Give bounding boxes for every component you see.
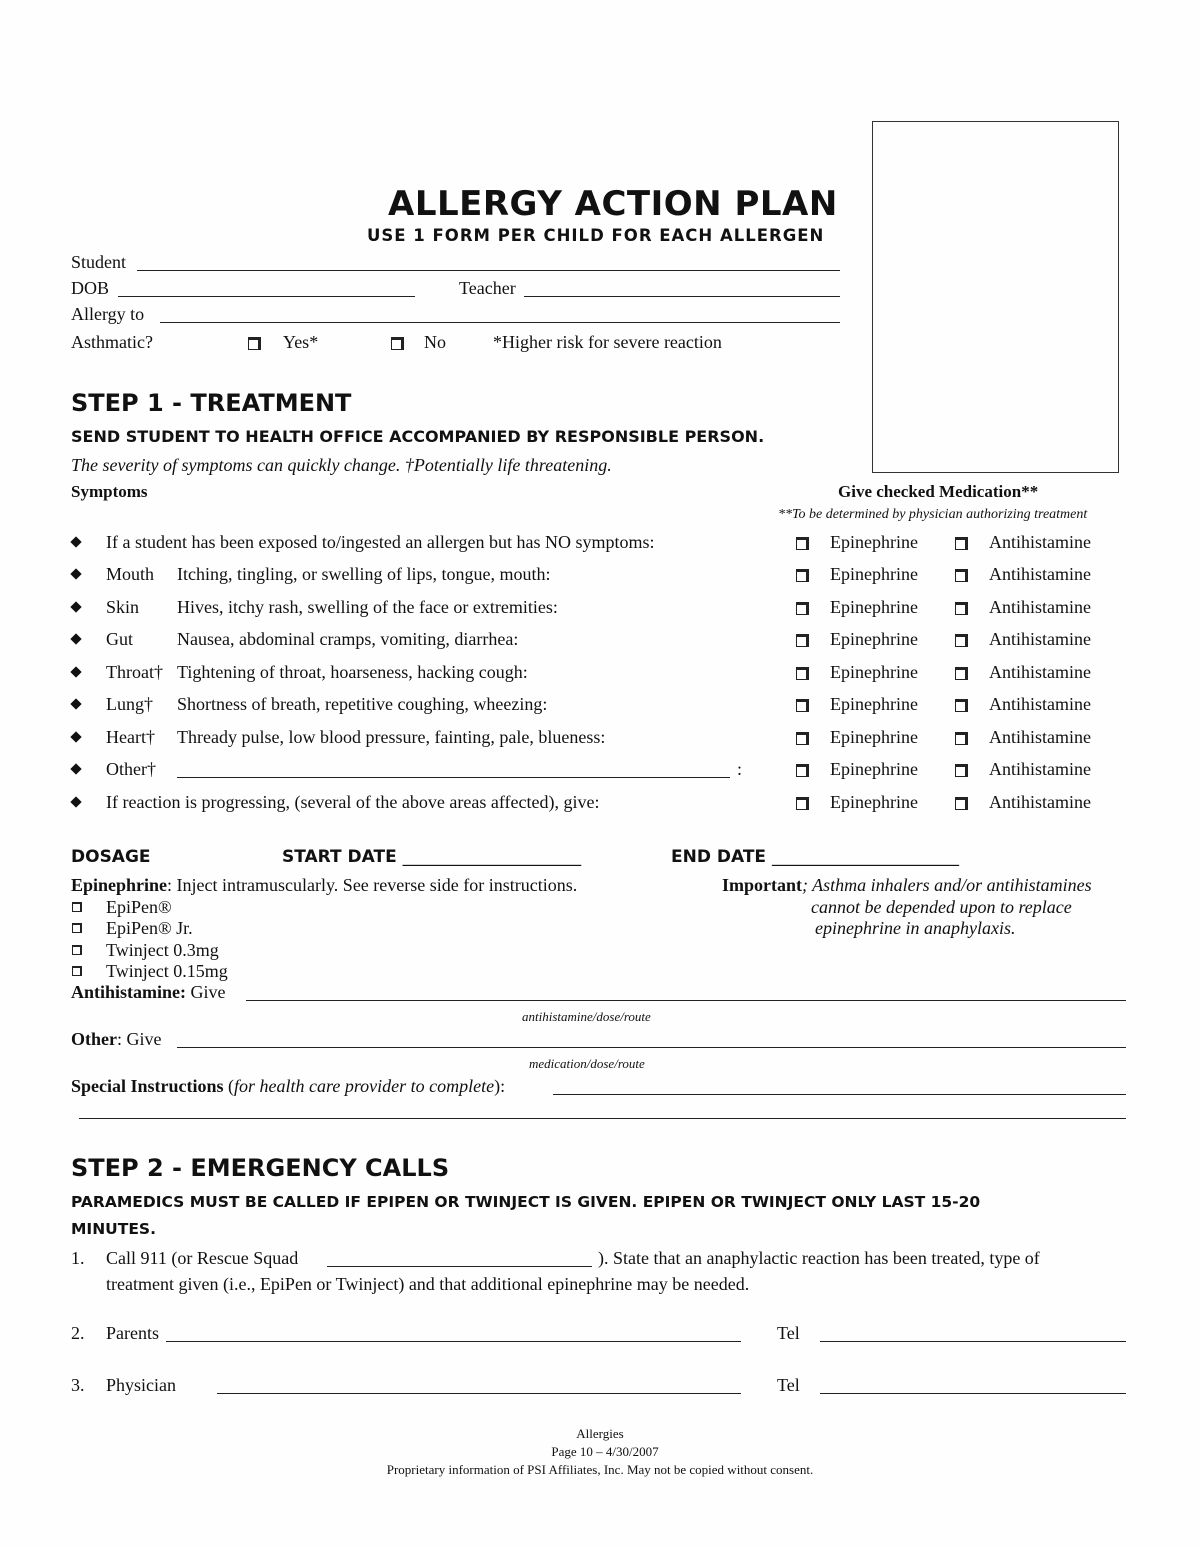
epinephrine-checkbox[interactable] <box>796 764 809 777</box>
epinephrine-option-label: Epinephrine <box>830 759 918 779</box>
dosage-title: DOSAGE <box>71 847 151 867</box>
teacher-label: Teacher <box>459 278 516 298</box>
antihistamine-caption: antihistamine/dose/route <box>522 1009 651 1024</box>
important-label: Important <box>722 875 802 895</box>
antihistamine-option-label: Antihistamine <box>989 629 1091 649</box>
epinephrine-checkbox[interactable] <box>796 569 809 582</box>
item3-number: 3. <box>71 1375 85 1395</box>
epinephrine-option-label: Epinephrine <box>830 662 918 682</box>
antihistamine-give-text: Give <box>186 982 226 1002</box>
antihistamine-give <box>71 982 226 1003</box>
allergy-field[interactable] <box>160 322 840 323</box>
epinephrine-checkbox[interactable] <box>796 537 809 550</box>
step1-subtitle: SEND STUDENT TO HEALTH OFFICE ACCOMPANIED BY RESPONSIBLE PERSON. <box>71 427 765 446</box>
special-italic: for health care provider to complete <box>234 1076 495 1096</box>
antihistamine-option-label: Antihistamine <box>989 792 1091 812</box>
asthmatic-no-label: No <box>424 332 446 352</box>
parents-label: Parents <box>106 1323 159 1343</box>
other-give <box>71 1029 161 1050</box>
special-instructions-field-2[interactable] <box>79 1118 1126 1119</box>
epinephrine-option-label: Epinephrine <box>830 727 918 747</box>
antihistamine-checkbox[interactable] <box>955 797 968 810</box>
parents-tel-label: Tel <box>777 1323 800 1343</box>
epinephrine-option-label: Epinephrine <box>830 564 918 584</box>
medication-note: **To be determined by physician authorizing treatment <box>778 507 1088 522</box>
antihistamine-checkbox[interactable] <box>955 537 968 550</box>
physician-tel-field[interactable] <box>820 1393 1126 1394</box>
allergy-label: Allergy to <box>71 304 145 324</box>
epinephrine-checkbox[interactable] <box>796 699 809 712</box>
symptom-description: Shortness of breath, repetitive coughing, wheezing: <box>177 694 548 714</box>
epinephrine-instructions <box>71 875 577 896</box>
asthmatic-yes-label: Yes* <box>283 332 319 352</box>
parents-field[interactable] <box>166 1341 741 1342</box>
bullet-icon <box>70 796 81 807</box>
end-date-text: END DATE <box>671 847 767 867</box>
bullet-icon <box>70 731 81 742</box>
special-paren-close: ): <box>494 1076 506 1096</box>
epinephrine-option-label: Epinephrine <box>830 629 918 649</box>
footer-line-1: Allergies <box>576 1426 624 1441</box>
epinephrine-option-checkbox[interactable] <box>72 902 82 912</box>
footer-line-2: Page 10 – 4/30/2007 <box>551 1444 659 1459</box>
epinephrine-option-label: EpiPen® Jr. <box>106 918 193 938</box>
symptom-description: : <box>737 759 743 779</box>
epinephrine-option-checkbox[interactable] <box>72 923 82 933</box>
epinephrine-option-checkbox[interactable] <box>72 945 82 955</box>
physician-tel-label: Tel <box>777 1375 800 1395</box>
epinephrine-option-label: Epinephrine <box>830 597 918 617</box>
symptom-area: Gut <box>106 629 133 649</box>
antihistamine-option-label: Antihistamine <box>989 662 1091 682</box>
antihistamine-checkbox[interactable] <box>955 764 968 777</box>
start-date-field[interactable]: _____________________ <box>402 847 582 867</box>
physician-label: Physician <box>106 1375 176 1395</box>
special-instructions-field[interactable] <box>553 1094 1126 1095</box>
epinephrine-checkbox[interactable] <box>796 667 809 680</box>
epinephrine-option-checkbox[interactable] <box>72 966 82 976</box>
dob-label: DOB <box>71 278 110 298</box>
special-paren-open: ( <box>223 1076 235 1096</box>
antihistamine-option-label: Antihistamine <box>989 727 1091 747</box>
teacher-field[interactable] <box>524 296 840 297</box>
item2-number: 2. <box>71 1323 85 1343</box>
antihistamine-option-label: Antihistamine <box>989 759 1091 779</box>
page-subtitle: USE 1 FORM PER CHILD FOR EACH ALLERGEN <box>367 226 825 245</box>
bullet-icon <box>70 568 81 579</box>
parents-tel-field[interactable] <box>820 1341 1126 1342</box>
important-note <box>722 875 1092 896</box>
asthmatic-yes-checkbox[interactable] <box>248 337 261 350</box>
item1-text-b: ). State that an anaphylactic reaction has been treated, type of <box>598 1248 1040 1268</box>
end-date-field[interactable]: ______________________ <box>771 847 959 867</box>
page-title: ALLERGY ACTION PLAN <box>388 184 838 224</box>
student-label: Student <box>71 252 127 272</box>
asthmatic-label: Asthmatic? <box>71 332 153 352</box>
footer-line-3: Proprietary information of PSI Affiliates, Inc. May not be copied without consent. <box>386 1462 814 1477</box>
other-give-text: : Give <box>116 1029 162 1049</box>
antihistamine-checkbox[interactable] <box>955 602 968 615</box>
risk-note: *Higher risk for severe reaction <box>493 332 722 352</box>
step2-subtitle-2: MINUTES. <box>71 1220 156 1238</box>
antihistamine-checkbox[interactable] <box>955 667 968 680</box>
symptom-area: Mouth <box>106 564 155 584</box>
start-date-text: START DATE <box>282 847 397 867</box>
student-field[interactable] <box>137 270 840 271</box>
step1-note: The severity of symptoms can quickly change. †Potentially life threatening. <box>71 455 612 475</box>
important-text-3: epinephrine in anaphylaxis. <box>815 918 1016 938</box>
end-date-label <box>671 847 959 867</box>
bullet-icon <box>70 698 81 709</box>
antihistamine-checkbox[interactable] <box>955 634 968 647</box>
bullet-icon <box>70 601 81 612</box>
symptom-area: Lung† <box>106 694 153 714</box>
antihistamine-option-label: Antihistamine <box>989 597 1091 617</box>
epinephrine-option-label: EpiPen® <box>106 897 172 917</box>
photo-box <box>872 121 1119 473</box>
symptom-description: Itching, tingling, or swelling of lips, tongue, mouth: <box>177 564 551 584</box>
bullet-icon <box>70 536 81 547</box>
symptom-description: Thready pulse, low blood pressure, fainting, pale, blueness: <box>177 727 606 747</box>
rescue-squad-field[interactable] <box>327 1266 592 1267</box>
symptom-description: Tightening of throat, hoarseness, hacking cough: <box>177 662 528 682</box>
antihistamine-label: Antihistamine: <box>71 982 187 1002</box>
step2-title: STEP 2 - EMERGENCY CALLS <box>71 1154 450 1182</box>
epinephrine-option-label: Epinephrine <box>830 532 918 552</box>
antihistamine-checkbox[interactable] <box>955 699 968 712</box>
physician-field[interactable] <box>217 1393 741 1394</box>
epinephrine-text: : Inject intramuscularly. See reverse side for instructions. <box>167 875 578 895</box>
item1-text-a: Call 911 (or Rescue Squad <box>106 1248 299 1268</box>
other-field[interactable] <box>177 1047 1126 1048</box>
other-caption: medication/dose/route <box>529 1056 645 1071</box>
epinephrine-checkbox[interactable] <box>796 634 809 647</box>
special-label: Special Instructions <box>71 1076 224 1096</box>
symptoms-header: Symptoms <box>71 482 148 501</box>
antihistamine-option-label: Antihistamine <box>989 694 1091 714</box>
bullet-icon <box>70 633 81 644</box>
symptom-area: Throat† <box>106 662 163 682</box>
bullet-icon <box>70 763 81 774</box>
special-instructions <box>71 1076 505 1097</box>
epinephrine-label: Epinephrine <box>71 875 168 895</box>
medication-header: Give checked Medication** <box>838 482 1039 501</box>
step1-title: STEP 1 - TREATMENT <box>71 389 352 417</box>
symptom-description: Nausea, abdominal cramps, vomiting, diarrhea: <box>177 629 519 649</box>
antihistamine-checkbox[interactable] <box>955 569 968 582</box>
start-date-label <box>282 847 581 867</box>
item1-text-c: treatment given (i.e., EpiPen or Twinject) and that additional epinephrine may be needed. <box>106 1274 750 1294</box>
dob-field[interactable] <box>118 296 415 297</box>
other-label: Other <box>71 1029 117 1049</box>
antihistamine-checkbox[interactable] <box>955 732 968 745</box>
antihistamine-option-label: Antihistamine <box>989 532 1091 552</box>
other-symptom-field[interactable] <box>177 777 730 778</box>
epinephrine-checkbox[interactable] <box>796 732 809 745</box>
antihistamine-option-label: Antihistamine <box>989 564 1091 584</box>
epinephrine-checkbox[interactable] <box>796 797 809 810</box>
antihistamine-field[interactable] <box>246 1000 1126 1001</box>
symptom-area: Heart† <box>106 727 155 747</box>
epinephrine-option-label: Twinject 0.15mg <box>106 961 228 981</box>
symptom-area: Other† <box>106 759 156 779</box>
symptom-description: If a student has been exposed to/ingested an allergen but has NO symptoms: <box>106 532 655 552</box>
step2-subtitle-1: PARAMEDICS MUST BE CALLED IF EPIPEN OR TWINJECT IS GIVEN. EPIPEN OR TWINJECT ONLY LAST 15-20 <box>71 1193 981 1211</box>
symptom-description: Hives, itchy rash, swelling of the face or extremities: <box>177 597 558 617</box>
asthmatic-no-checkbox[interactable] <box>391 337 404 350</box>
item1-number: 1. <box>71 1248 85 1268</box>
epinephrine-option-label: Epinephrine <box>830 694 918 714</box>
symptom-area: Skin <box>106 597 140 617</box>
important-text-2: cannot be depended upon to replace <box>811 897 1072 917</box>
epinephrine-checkbox[interactable] <box>796 602 809 615</box>
epinephrine-option-label: Epinephrine <box>830 792 918 812</box>
epinephrine-option-label: Twinject 0.3mg <box>106 940 219 960</box>
symptom-description: If reaction is progressing, (several of the above areas affected), give: <box>106 792 600 812</box>
bullet-icon <box>70 666 81 677</box>
important-text-1: ; Asthma inhalers and/or antihistamines <box>802 875 1092 895</box>
